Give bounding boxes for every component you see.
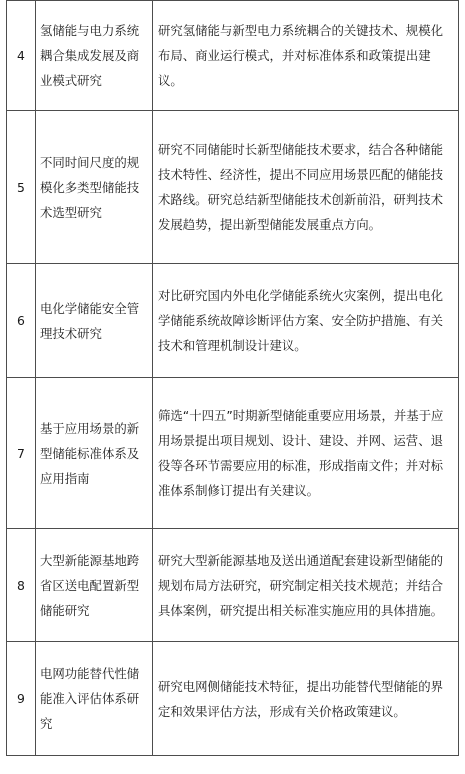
topic-name: 电化学储能安全管理技术研究 [40,300,140,341]
topic-description: 研究不同储能时长新型储能技术要求，结合各种储能技术特性、经济性，提出不同应用场景匹配的储能技术路线。研究总结新型储能技术创新前沿，研判技术发展趋势，提出新型储能发展重点方向。 [158,142,443,232]
topic-name-cell [36,264,153,378]
table-row [7,111,459,264]
row-number: 5 [7,111,36,264]
topic-description: 对比研究国内外电化学储能系统火灾案例，提出电化学储能系统故障诊断评估方案、安全防护措施、有关技术和管理机制设计建议。 [158,288,443,353]
topic-description: 研究氢储能与新型电力系统耦合的关键技术、规模化布局、商业运行模式，并对标准体系和政策提出建议。 [158,23,443,88]
topic-description-cell [153,529,459,642]
topic-description-cell [153,264,459,378]
row-number: 6 [7,264,36,378]
table-row [7,378,459,529]
topic-name-cell [36,1,153,111]
topic-name: 基于应用场景的新型储能标准体系及应用指南 [40,420,140,486]
row-number: 8 [7,529,36,642]
topic-description: 研究电网侧储能技术特征，提出功能替代型储能的界定和效果评估方法，形成有关价格政策建议。 [158,678,443,719]
topic-name: 氢储能与电力系统耦合集成发展及商业模式研究 [40,23,140,88]
topic-description-cell [153,1,459,111]
topic-name-cell [36,529,153,642]
topic-description: 研究大型新能源基地及送出通道配套建设新型储能的规划布局方法研究，研究制定相关技术规范；并结合具体案例，研究提出相关标准实施应用的具体措施。 [158,552,443,618]
table-row [7,1,459,111]
topic-name: 不同时间尺度的规模化多类型储能技术选型研究 [40,154,140,220]
row-number: 4 [7,1,36,111]
topic-description-cell [153,378,459,529]
table-row [7,264,459,378]
topic-name-cell [36,642,153,756]
topic-name: 大型新能源基地跨省区送电配置新型储能研究 [40,552,140,618]
topic-description: 筛选“十四五”时期新型储能重要应用场景，并基于应用场景提出项目规划、设计、建设、并网、运营、退役等各环节需要应用的标准，形成指南文件；并对标准体系制修订提出有关建议。 [158,408,444,498]
topic-description-cell [153,642,459,756]
topic-description-cell [153,111,459,264]
research-topics-table [6,0,459,756]
table-row [7,642,459,756]
row-number: 7 [7,378,36,529]
table-row [7,529,459,642]
topic-name-cell [36,378,153,529]
row-number: 9 [7,642,36,756]
topic-name-cell [36,111,153,264]
topic-name: 电网功能替代性储能准入评估体系研究 [40,666,140,731]
